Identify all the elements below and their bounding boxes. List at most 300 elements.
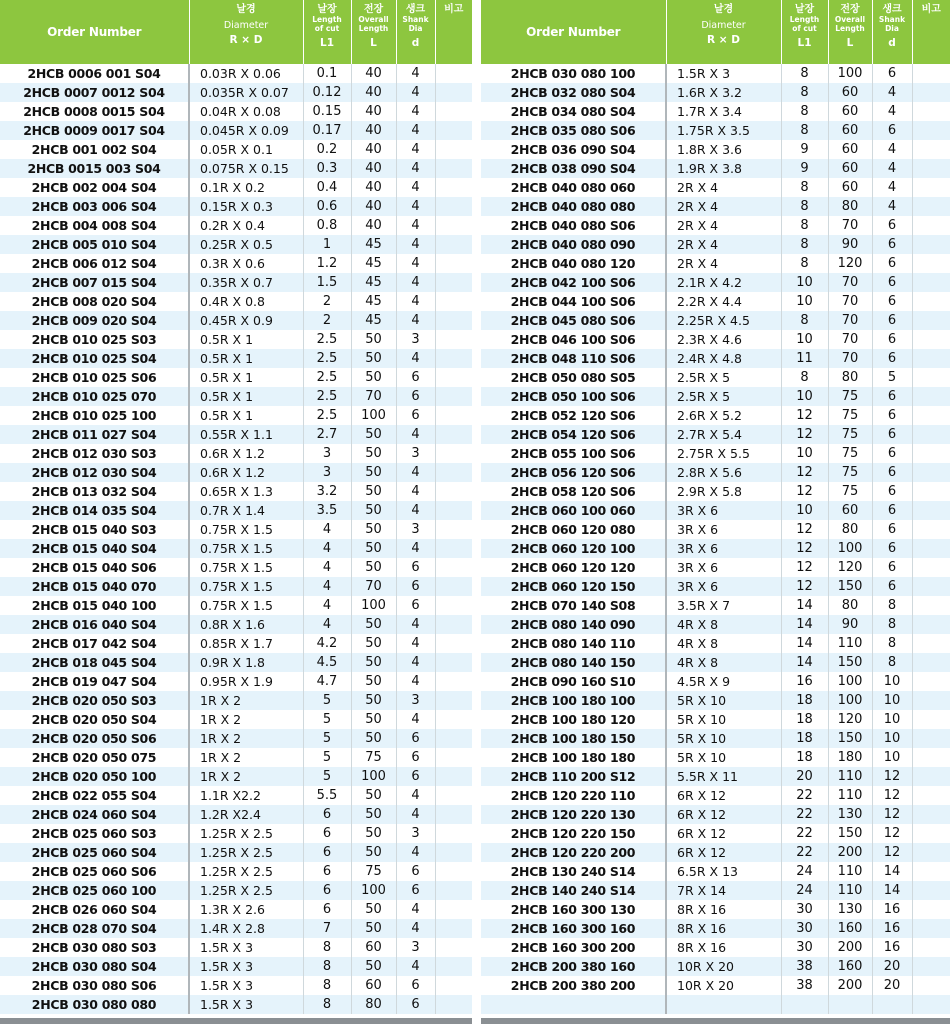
length-of-cut-cell: 10 <box>781 273 828 292</box>
shank-dia-cell: 4 <box>396 653 435 672</box>
remark-cell <box>912 862 950 881</box>
remark-cell <box>435 596 472 615</box>
shank-dia-cell: 6 <box>396 406 435 425</box>
length-of-cut-cell: 4.5 <box>303 653 351 672</box>
table-row <box>481 121 950 140</box>
table-row <box>0 938 472 957</box>
diameter-cell: 8R X 16 <box>666 900 781 919</box>
shank-dia-cell: 4 <box>872 178 912 197</box>
length-of-cut-cell: 4 <box>303 596 351 615</box>
diameter-cell: 0.6R X 1.2 <box>189 444 303 463</box>
remark-cell <box>912 995 950 1014</box>
length-of-cut-cell: 3.2 <box>303 482 351 501</box>
table-row <box>0 140 472 159</box>
diameter-cell: 5R X 10 <box>666 710 781 729</box>
diameter-cell: 1.5R X 3 <box>666 64 781 83</box>
length-of-cut-cell: 4.7 <box>303 672 351 691</box>
remark-cell <box>912 254 950 273</box>
diameter-cell: 3R X 6 <box>666 520 781 539</box>
remark-cell <box>435 843 472 862</box>
length-of-cut-cell: 4 <box>303 558 351 577</box>
remark-cell <box>912 900 950 919</box>
remark-cell <box>912 330 950 349</box>
table-row <box>481 976 950 995</box>
shank-dia-cell: 3 <box>396 520 435 539</box>
diameter-cell: 2.6R X 5.2 <box>666 406 781 425</box>
length-of-cut-cell: 22 <box>781 824 828 843</box>
remark-cell <box>912 843 950 862</box>
order-number-cell: 2HCB 020 050 S06 <box>0 729 189 748</box>
diameter-cell: 0.5R X 1 <box>189 387 303 406</box>
shank-dia-cell: 20 <box>872 976 912 995</box>
table-row <box>0 843 472 862</box>
length-of-cut-cell: 24 <box>781 862 828 881</box>
length-of-cut-cell: 38 <box>781 957 828 976</box>
overall-length-cell: 100 <box>351 406 396 425</box>
overall-length-cell: 75 <box>828 387 872 406</box>
order-number-cell: 2HCB 040 080 060 <box>481 178 666 197</box>
overall-length-cell: 60 <box>828 501 872 520</box>
shank-dia-cell: 6 <box>872 463 912 482</box>
order-number-cell: 2HCB 120 220 150 <box>481 824 666 843</box>
overall-length-cell: 40 <box>351 83 396 102</box>
overall-length-cell: 75 <box>351 748 396 767</box>
table-row <box>481 102 950 121</box>
header-shank-sym: d <box>888 37 896 49</box>
order-number-cell: 2HCB 025 060 S06 <box>0 862 189 881</box>
remark-cell <box>912 672 950 691</box>
diameter-cell: 0.04R X 0.08 <box>189 102 303 121</box>
left-spec-table-panel <box>0 0 472 1014</box>
diameter-cell: 2.5R X 5 <box>666 368 781 387</box>
diameter-cell: 4R X 8 <box>666 634 781 653</box>
shank-dia-cell: 14 <box>872 881 912 900</box>
table-row <box>0 881 472 900</box>
overall-length-cell: 50 <box>351 900 396 919</box>
diameter-cell: 2.75R X 5.5 <box>666 444 781 463</box>
table-row <box>481 748 950 767</box>
remark-cell <box>435 387 472 406</box>
overall-length-cell: 40 <box>351 64 396 83</box>
remark-cell <box>912 824 950 843</box>
table-row <box>481 881 950 900</box>
remark-cell <box>435 425 472 444</box>
diameter-cell: 8R X 16 <box>666 919 781 938</box>
header-remark <box>435 0 472 64</box>
table-row <box>481 64 950 83</box>
shank-dia-cell: 3 <box>396 444 435 463</box>
overall-length-cell: 70 <box>828 311 872 330</box>
remark-cell <box>912 520 950 539</box>
header-loc-en2: of cut <box>792 23 817 33</box>
diameter-cell: 0.65R X 1.3 <box>189 482 303 501</box>
remark-cell <box>912 368 950 387</box>
header-overall-en1: Overall <box>358 15 389 24</box>
diameter-cell: 8R X 16 <box>666 938 781 957</box>
diameter-cell: 0.7R X 1.4 <box>189 501 303 520</box>
order-number-cell: 2HCB 0007 0012 S04 <box>0 83 189 102</box>
table-row <box>481 862 950 881</box>
overall-length-cell: 75 <box>828 425 872 444</box>
shank-dia-cell: 6 <box>872 425 912 444</box>
table-row <box>0 957 472 976</box>
spec-table-left <box>0 0 472 1014</box>
table-row <box>481 387 950 406</box>
overall-length-cell: 160 <box>828 957 872 976</box>
remark-cell <box>912 919 950 938</box>
remark-cell <box>912 444 950 463</box>
length-of-cut-cell: 8 <box>781 64 828 83</box>
overall-length-cell: 50 <box>351 957 396 976</box>
shank-dia-cell: 4 <box>396 311 435 330</box>
overall-length-cell: 120 <box>828 558 872 577</box>
table-row <box>481 805 950 824</box>
shank-dia-cell: 6 <box>872 64 912 83</box>
overall-length-cell: 60 <box>828 121 872 140</box>
table-row <box>0 83 472 102</box>
diameter-cell: 2.4R X 4.8 <box>666 349 781 368</box>
overall-length-cell: 70 <box>828 349 872 368</box>
order-number-cell: 2HCB 028 070 S04 <box>0 919 189 938</box>
table-row <box>0 729 472 748</box>
diameter-cell: 6R X 12 <box>666 786 781 805</box>
remark-cell <box>435 672 472 691</box>
diameter-cell: 2R X 4 <box>666 178 781 197</box>
overall-length-cell: 60 <box>828 159 872 178</box>
order-number-cell: 2HCB 120 220 110 <box>481 786 666 805</box>
remark-cell <box>435 349 472 368</box>
table-row <box>0 235 472 254</box>
header-shank-sym: d <box>411 37 420 49</box>
shank-dia-cell: 4 <box>396 501 435 520</box>
remark-cell <box>435 254 472 273</box>
header-loc-sym: L1 <box>797 37 812 49</box>
length-of-cut-cell: 8 <box>303 995 351 1014</box>
order-number-cell: 2HCB 200 380 200 <box>481 976 666 995</box>
shank-dia-cell: 4 <box>872 197 912 216</box>
shank-dia-cell: 4 <box>396 159 435 178</box>
length-of-cut-cell: 12 <box>781 406 828 425</box>
diameter-cell: 3R X 6 <box>666 501 781 520</box>
length-of-cut-cell: 22 <box>781 843 828 862</box>
table-row <box>0 634 472 653</box>
diameter-cell: 1R X 2 <box>189 710 303 729</box>
overall-length-cell: 45 <box>351 273 396 292</box>
overall-length-cell: 40 <box>351 178 396 197</box>
shank-dia-cell: 4 <box>396 121 435 140</box>
diameter-cell: 3R X 6 <box>666 577 781 596</box>
overall-length-cell: 75 <box>828 444 872 463</box>
order-number-cell: 2HCB 130 240 S14 <box>481 862 666 881</box>
header-overall-kr: 전장 <box>363 4 384 15</box>
shank-dia-cell: 3 <box>396 330 435 349</box>
table-row <box>0 444 472 463</box>
order-number-cell: 2HCB 030 080 S04 <box>0 957 189 976</box>
table-row <box>0 596 472 615</box>
overall-length-cell: 50 <box>351 539 396 558</box>
header-diameter-en: Diameter <box>701 20 746 31</box>
header-overall-en2: Length <box>835 23 865 33</box>
remark-cell <box>912 976 950 995</box>
header-diameter-en: Diameter <box>223 20 269 31</box>
order-number-cell: 2HCB 036 090 S04 <box>481 140 666 159</box>
remark-cell <box>912 938 950 957</box>
shank-dia-cell: 8 <box>872 596 912 615</box>
length-of-cut-cell: 9 <box>781 140 828 159</box>
length-of-cut-cell: 10 <box>781 444 828 463</box>
diameter-cell: 1.25R X 2.5 <box>189 843 303 862</box>
diameter-cell: 6R X 12 <box>666 843 781 862</box>
order-number-cell: 2HCB 015 040 S04 <box>0 539 189 558</box>
header-overall-length <box>828 0 872 64</box>
length-of-cut-cell: 0.3 <box>303 159 351 178</box>
order-number-cell: 2HCB 010 025 100 <box>0 406 189 425</box>
shank-dia-cell: 6 <box>872 235 912 254</box>
table-row <box>0 159 472 178</box>
length-of-cut-cell: 8 <box>781 216 828 235</box>
diameter-cell: 0.55R X 1.1 <box>189 425 303 444</box>
length-of-cut-cell: 14 <box>781 596 828 615</box>
order-number-cell: 2HCB 0006 001 S04 <box>0 64 189 83</box>
remark-cell <box>435 824 472 843</box>
header-overall-kr: 전장 <box>840 4 860 15</box>
order-number-cell: 2HCB 058 120 S06 <box>481 482 666 501</box>
length-of-cut-cell: 2 <box>303 292 351 311</box>
overall-length-cell: 70 <box>351 387 396 406</box>
length-of-cut-cell: 14 <box>781 653 828 672</box>
length-of-cut-cell: 5 <box>303 710 351 729</box>
shank-dia-cell: 4 <box>396 292 435 311</box>
remark-cell <box>435 159 472 178</box>
overall-length-cell: 110 <box>828 634 872 653</box>
header-shank-dia <box>396 0 435 64</box>
shank-dia-cell: 6 <box>396 748 435 767</box>
diameter-cell: 0.35R X 0.7 <box>189 273 303 292</box>
table-row <box>481 786 950 805</box>
table-row <box>481 596 950 615</box>
order-number-cell: 2HCB 048 110 S06 <box>481 349 666 368</box>
overall-length-cell: 100 <box>351 767 396 786</box>
order-number-cell: 2HCB 100 180 180 <box>481 748 666 767</box>
table-header-row <box>0 0 472 64</box>
table-row <box>481 501 950 520</box>
order-number-cell: 2HCB 024 060 S04 <box>0 805 189 824</box>
remark-cell <box>912 577 950 596</box>
diameter-cell: 0.3R X 0.6 <box>189 254 303 273</box>
length-of-cut-cell: 6 <box>303 881 351 900</box>
remark-cell <box>435 64 472 83</box>
table-row <box>481 368 950 387</box>
overall-length-cell: 40 <box>351 197 396 216</box>
header-shank-en1: Shank <box>402 15 429 24</box>
length-of-cut-cell: 12 <box>781 520 828 539</box>
table-row <box>481 957 950 976</box>
order-number-cell: 2HCB 012 030 S04 <box>0 463 189 482</box>
overall-length-cell: 75 <box>828 482 872 501</box>
length-of-cut-cell: 6 <box>303 805 351 824</box>
table-row <box>481 653 950 672</box>
diameter-cell: 0.6R X 1.2 <box>189 463 303 482</box>
order-number-cell: 2HCB 004 008 S04 <box>0 216 189 235</box>
shank-dia-cell: 12 <box>872 786 912 805</box>
diameter-cell: 2.3R X 4.6 <box>666 330 781 349</box>
overall-length-cell: 130 <box>828 900 872 919</box>
diameter-cell: 3R X 6 <box>666 558 781 577</box>
overall-length-cell: 40 <box>351 102 396 121</box>
header-remark <box>912 0 950 64</box>
remark-cell <box>435 140 472 159</box>
length-of-cut-cell: 18 <box>781 729 828 748</box>
table-row <box>0 330 472 349</box>
length-of-cut-cell: 6 <box>303 824 351 843</box>
header-length-of-cut <box>303 0 351 64</box>
overall-length-cell: 40 <box>351 159 396 178</box>
length-of-cut-cell: 38 <box>781 976 828 995</box>
overall-length-cell: 80 <box>828 520 872 539</box>
overall-length-cell: 90 <box>828 235 872 254</box>
remark-cell <box>912 615 950 634</box>
diameter-cell: 2.9R X 5.8 <box>666 482 781 501</box>
diameter-cell: 4R X 8 <box>666 653 781 672</box>
order-number-cell: 2HCB 030 080 S06 <box>0 976 189 995</box>
order-number-cell: 2HCB 050 100 S06 <box>481 387 666 406</box>
table-row <box>0 311 472 330</box>
remark-cell <box>912 957 950 976</box>
bottom-rule-left <box>0 1018 472 1024</box>
length-of-cut-cell: 30 <box>781 900 828 919</box>
order-number-cell: 2HCB 008 020 S04 <box>0 292 189 311</box>
shank-dia-cell: 4 <box>396 349 435 368</box>
order-number-cell: 2HCB 015 040 070 <box>0 577 189 596</box>
order-number-cell: 2HCB 045 080 S06 <box>481 311 666 330</box>
header-shank-kr: 생크 <box>405 4 426 15</box>
length-of-cut-cell: 30 <box>781 919 828 938</box>
shank-dia-cell: 6 <box>872 406 912 425</box>
overall-length-cell: 45 <box>351 254 396 273</box>
table-row <box>0 748 472 767</box>
order-number-cell: 2HCB 020 050 075 <box>0 748 189 767</box>
table-row <box>481 672 950 691</box>
order-number-cell: 2HCB 160 300 200 <box>481 938 666 957</box>
overall-length-cell: 75 <box>828 406 872 425</box>
table-row <box>481 938 950 957</box>
order-number-cell: 2HCB 040 080 120 <box>481 254 666 273</box>
shank-dia-cell: 6 <box>872 387 912 406</box>
diameter-cell: 0.75R X 1.5 <box>189 558 303 577</box>
shank-dia-cell: 4 <box>396 919 435 938</box>
diameter-cell: 1.4R X 2.8 <box>189 919 303 938</box>
order-number-cell: 2HCB 0015 003 S04 <box>0 159 189 178</box>
diameter-cell: 1.8R X 3.6 <box>666 140 781 159</box>
length-of-cut-cell: 4.2 <box>303 634 351 653</box>
table-row <box>481 482 950 501</box>
order-number-cell: 2HCB 060 100 060 <box>481 501 666 520</box>
header-shank-dia <box>872 0 912 64</box>
order-number-cell: 2HCB 080 140 110 <box>481 634 666 653</box>
header-shank-en2: Dia <box>408 23 423 33</box>
diameter-cell: 7R X 14 <box>666 881 781 900</box>
diameter-cell: 1.1R X2.2 <box>189 786 303 805</box>
length-of-cut-cell: 8 <box>303 938 351 957</box>
overall-length-cell: 60 <box>351 938 396 957</box>
overall-length-cell: 50 <box>351 558 396 577</box>
overall-length-cell: 50 <box>351 520 396 539</box>
overall-length-cell: 50 <box>351 843 396 862</box>
order-number-cell: 2HCB 070 140 S08 <box>481 596 666 615</box>
diameter-cell: 0.25R X 0.5 <box>189 235 303 254</box>
order-number-cell: 2HCB 046 100 S06 <box>481 330 666 349</box>
diameter-cell: 0.15R X 0.3 <box>189 197 303 216</box>
remark-cell <box>912 539 950 558</box>
length-of-cut-cell: 0.4 <box>303 178 351 197</box>
length-of-cut-cell: 3.5 <box>303 501 351 520</box>
remark-cell <box>912 558 950 577</box>
diameter-cell: 2.7R X 5.4 <box>666 425 781 444</box>
remark-cell <box>435 501 472 520</box>
length-of-cut-cell: 6 <box>303 843 351 862</box>
diameter-cell: 0.1R X 0.2 <box>189 178 303 197</box>
diameter-cell: 0.8R X 1.6 <box>189 615 303 634</box>
overall-length-cell: 70 <box>351 577 396 596</box>
table-row <box>0 976 472 995</box>
length-of-cut-cell: 8 <box>781 235 828 254</box>
table-row <box>0 767 472 786</box>
shank-dia-cell: 6 <box>872 444 912 463</box>
order-number-cell: 2HCB 022 055 S04 <box>0 786 189 805</box>
remark-cell <box>912 425 950 444</box>
overall-length-cell: 70 <box>828 292 872 311</box>
length-of-cut-cell: 2.5 <box>303 387 351 406</box>
length-of-cut-cell: 12 <box>781 463 828 482</box>
length-of-cut-cell: 3 <box>303 444 351 463</box>
table-row <box>481 634 950 653</box>
shank-dia-cell: 16 <box>872 919 912 938</box>
spec-table-left-body <box>0 64 472 1014</box>
header-remark-kr: 비고 <box>444 4 464 15</box>
diameter-cell: 0.85R X 1.7 <box>189 634 303 653</box>
shank-dia-cell: 14 <box>872 862 912 881</box>
remark-cell <box>912 463 950 482</box>
order-number-cell: 2HCB 090 160 S10 <box>481 672 666 691</box>
order-number-cell: 2HCB 019 047 S04 <box>0 672 189 691</box>
table-row <box>0 919 472 938</box>
length-of-cut-cell: 8 <box>303 976 351 995</box>
overall-length-cell: 150 <box>828 653 872 672</box>
remark-cell <box>435 862 472 881</box>
length-of-cut-cell: 8 <box>781 254 828 273</box>
table-row <box>0 653 472 672</box>
shank-dia-cell: 4 <box>396 634 435 653</box>
header-loc-kr: 날장 <box>794 4 815 15</box>
length-of-cut-cell: 18 <box>781 710 828 729</box>
overall-length-cell: 45 <box>351 311 396 330</box>
remark-cell <box>435 83 472 102</box>
table-row <box>481 216 950 235</box>
table-row <box>481 843 950 862</box>
order-number-cell: 2HCB 042 100 S06 <box>481 273 666 292</box>
remark-cell <box>435 539 472 558</box>
remark-cell <box>912 235 950 254</box>
table-row <box>0 710 472 729</box>
diameter-cell: 1R X 2 <box>189 691 303 710</box>
overall-length-cell: 60 <box>828 140 872 159</box>
diameter-cell: 0.5R X 1 <box>189 368 303 387</box>
length-of-cut-cell: 10 <box>781 330 828 349</box>
diameter-cell: 10R X 20 <box>666 957 781 976</box>
remark-cell <box>435 729 472 748</box>
order-number-cell: 2HCB 080 140 150 <box>481 653 666 672</box>
overall-length-cell: 150 <box>828 824 872 843</box>
